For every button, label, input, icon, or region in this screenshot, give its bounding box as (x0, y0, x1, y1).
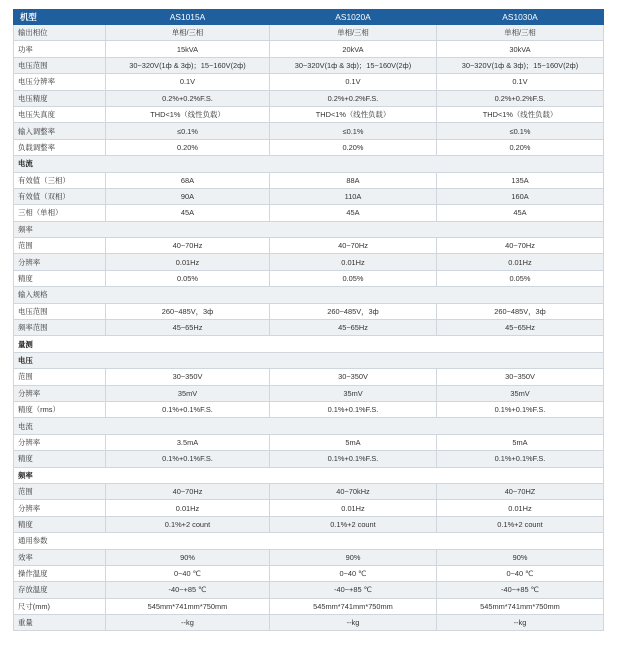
row-value: -40~+85 ℃ (270, 582, 437, 598)
row-value: 0.01Hz (437, 500, 604, 516)
row-label: 重量 (14, 615, 106, 631)
row-value: 0.1%+0.1%F.S. (270, 401, 437, 417)
row-value: 0.1%+0.1%F.S. (106, 451, 270, 467)
row-value: 40~70Hz (106, 238, 270, 254)
row-label: 电压精度 (14, 90, 106, 106)
row-value: 0~40 ℃ (437, 565, 604, 581)
row-value: 160A (437, 188, 604, 204)
row-label: 输出相位 (14, 25, 106, 41)
row-value: 90% (270, 549, 437, 565)
section-row (14, 221, 604, 237)
table-row (14, 205, 604, 221)
row-value: 545mm*741mm*750mm (106, 598, 270, 614)
table-row (14, 615, 604, 631)
header-model-as1015a: AS1015A (106, 10, 270, 25)
row-value: 40~70kHz (270, 483, 437, 499)
table-row (14, 90, 604, 106)
row-value: --kg (270, 615, 437, 631)
row-value: 15kVA (106, 41, 270, 57)
row-label: 尺寸(mm) (14, 598, 106, 614)
section-label: 量测 (14, 336, 604, 352)
row-value: 40~70Hz (437, 238, 604, 254)
row-value: 35mV (270, 385, 437, 401)
header-model-as1020a: AS1020A (270, 10, 437, 25)
row-label: 范围 (14, 369, 106, 385)
row-value: 0~40 ℃ (270, 565, 437, 581)
row-value: ≤0.1% (106, 123, 270, 139)
row-value: --kg (106, 615, 270, 631)
table-row (14, 254, 604, 270)
section-row (14, 418, 604, 434)
row-value: 0.1%+2 count (270, 516, 437, 532)
row-value: 90% (437, 549, 604, 565)
row-value: 0.05% (437, 270, 604, 286)
row-value: 0.1%+0.1%F.S. (106, 401, 270, 417)
row-value: 0.20% (270, 139, 437, 155)
row-value: 0.1V (270, 74, 437, 90)
row-value: 0.1%+0.1%F.S. (437, 401, 604, 417)
row-value: 单相/三相 (106, 25, 270, 41)
row-value: 30~350V (270, 369, 437, 385)
row-value: 45~65Hz (270, 320, 437, 336)
row-value: 0.05% (270, 270, 437, 286)
table-row (14, 188, 604, 204)
row-value: 45~65Hz (106, 320, 270, 336)
row-value: THD<1%（线性负载） (106, 106, 270, 122)
row-value: 88A (270, 172, 437, 188)
section-label: 频率 (14, 221, 604, 237)
row-label: 电压失真度 (14, 106, 106, 122)
row-label: 电压范围 (14, 303, 106, 319)
row-value: 0.1%+0.1%F.S. (437, 451, 604, 467)
row-label: 功率 (14, 41, 106, 57)
table-row (14, 500, 604, 516)
row-value: -40~+85 ℃ (437, 582, 604, 598)
table-row (14, 434, 604, 450)
table-row (14, 565, 604, 581)
row-value: 545mm*741mm*750mm (437, 598, 604, 614)
section-label: 频率 (14, 467, 604, 483)
header-row (14, 10, 604, 25)
row-value: 5mA (437, 434, 604, 450)
section-label: 电压 (14, 352, 604, 368)
row-value: 45~65Hz (437, 320, 604, 336)
row-value: 0~40 ℃ (106, 565, 270, 581)
section-label: 输入规格 (14, 287, 604, 303)
row-value: 260~485V，3ф (270, 303, 437, 319)
row-value: 260~485V，3ф (106, 303, 270, 319)
row-label: 分辨率 (14, 500, 106, 516)
section-row (14, 352, 604, 368)
row-value: 90A (106, 188, 270, 204)
table-row (14, 320, 604, 336)
spec-table-header (14, 10, 604, 25)
table-row (14, 172, 604, 188)
row-value: --kg (437, 615, 604, 631)
table-row (14, 41, 604, 57)
table-row (14, 549, 604, 565)
row-value: 30~350V (106, 369, 270, 385)
section-label: 电流 (14, 156, 604, 172)
row-value: 30~350V (437, 369, 604, 385)
table-row (14, 369, 604, 385)
table-row (14, 451, 604, 467)
table-row (14, 74, 604, 90)
row-value: 68A (106, 172, 270, 188)
row-value: 30kVA (437, 41, 604, 57)
spec-table-body (14, 25, 604, 631)
row-value: 0.2%+0.2%F.S. (437, 90, 604, 106)
row-value: 90% (106, 549, 270, 565)
row-label: 分辨率 (14, 434, 106, 450)
table-row (14, 25, 604, 41)
section-row (14, 287, 604, 303)
row-label: 负载调整率 (14, 139, 106, 155)
row-value: THD<1%（线性负载） (437, 106, 604, 122)
row-label: 精度 (14, 451, 106, 467)
row-label: 电压分辨率 (14, 74, 106, 90)
section-row (14, 336, 604, 352)
row-value: 545mm*741mm*750mm (270, 598, 437, 614)
header-model-as1030a: AS1030A (437, 10, 604, 25)
table-row (14, 139, 604, 155)
row-value: 0.2%+0.2%F.S. (270, 90, 437, 106)
row-label: 效率 (14, 549, 106, 565)
row-value: 单相/三相 (270, 25, 437, 41)
table-row (14, 106, 604, 122)
row-label: 精度 (14, 270, 106, 286)
row-value: 40~70Hz (106, 483, 270, 499)
row-label: 有效值（双相） (14, 188, 106, 204)
row-value: 0.2%+0.2%F.S. (106, 90, 270, 106)
table-row (14, 238, 604, 254)
row-value: 45A (270, 205, 437, 221)
row-label: 精度 (14, 516, 106, 532)
table-row (14, 270, 604, 286)
row-value: 0.1V (106, 74, 270, 90)
row-label: 范围 (14, 483, 106, 499)
row-value: 30~320V(1ф & 3ф)；15~160V(2ф) (437, 57, 604, 73)
table-row (14, 303, 604, 319)
row-label: 存放温度 (14, 582, 106, 598)
table-row (14, 598, 604, 614)
table-row (14, 123, 604, 139)
section-row (14, 467, 604, 483)
row-value: 30~320V(1ф & 3ф)；15~160V(2ф) (270, 57, 437, 73)
row-value: THD<1%（线性负载） (270, 106, 437, 122)
row-value: 0.01Hz (437, 254, 604, 270)
section-row (14, 156, 604, 172)
row-value: 40~70HZ (437, 483, 604, 499)
section-label: 通用参数 (14, 533, 604, 549)
row-value: 45A (106, 205, 270, 221)
row-value: -40~+85 ℃ (106, 582, 270, 598)
row-label: 输入调整率 (14, 123, 106, 139)
row-label: 分辨率 (14, 254, 106, 270)
row-value: 0.01Hz (106, 254, 270, 270)
row-value: 0.01Hz (270, 254, 437, 270)
row-value: 260~485V，3ф (437, 303, 604, 319)
row-value: 45A (437, 205, 604, 221)
row-value: 35mV (106, 385, 270, 401)
row-value: 0.20% (437, 139, 604, 155)
section-row (14, 533, 604, 549)
row-label: 精度（rms） (14, 401, 106, 417)
table-row (14, 582, 604, 598)
row-value: 0.01Hz (270, 500, 437, 516)
row-value: 3.5mA (106, 434, 270, 450)
table-row (14, 483, 604, 499)
table-row (14, 57, 604, 73)
row-value: 135A (437, 172, 604, 188)
row-label: 操作温度 (14, 565, 106, 581)
row-label: 有效值（三相） (14, 172, 106, 188)
row-value: ≤0.1% (270, 123, 437, 139)
row-value: 0.05% (106, 270, 270, 286)
row-label: 频率范围 (14, 320, 106, 336)
row-label: 范围 (14, 238, 106, 254)
row-value: 0.1%+2 count (437, 516, 604, 532)
spec-table-container (13, 9, 603, 631)
spec-table (13, 9, 604, 631)
row-value: 40~70Hz (270, 238, 437, 254)
row-label: 三相（单相） (14, 205, 106, 221)
table-row (14, 401, 604, 417)
table-row (14, 516, 604, 532)
row-label: 电压范围 (14, 57, 106, 73)
section-label: 电流 (14, 418, 604, 434)
row-value: 单相/三相 (437, 25, 604, 41)
row-value: 0.1%+0.1%F.S. (270, 451, 437, 467)
row-value: 20kVA (270, 41, 437, 57)
row-value: 0.1%+2 count (106, 516, 270, 532)
row-value: 0.20% (106, 139, 270, 155)
table-row (14, 385, 604, 401)
row-value: 35mV (437, 385, 604, 401)
row-value: ≤0.1% (437, 123, 604, 139)
row-value: 30~320V(1ф & 3ф)；15~160V(2ф) (106, 57, 270, 73)
row-value: 0.1V (437, 74, 604, 90)
row-value: 110A (270, 188, 437, 204)
row-value: 0.01Hz (106, 500, 270, 516)
row-label: 分辨率 (14, 385, 106, 401)
row-value: 5mA (270, 434, 437, 450)
header-model-label: 机型 (14, 10, 106, 25)
